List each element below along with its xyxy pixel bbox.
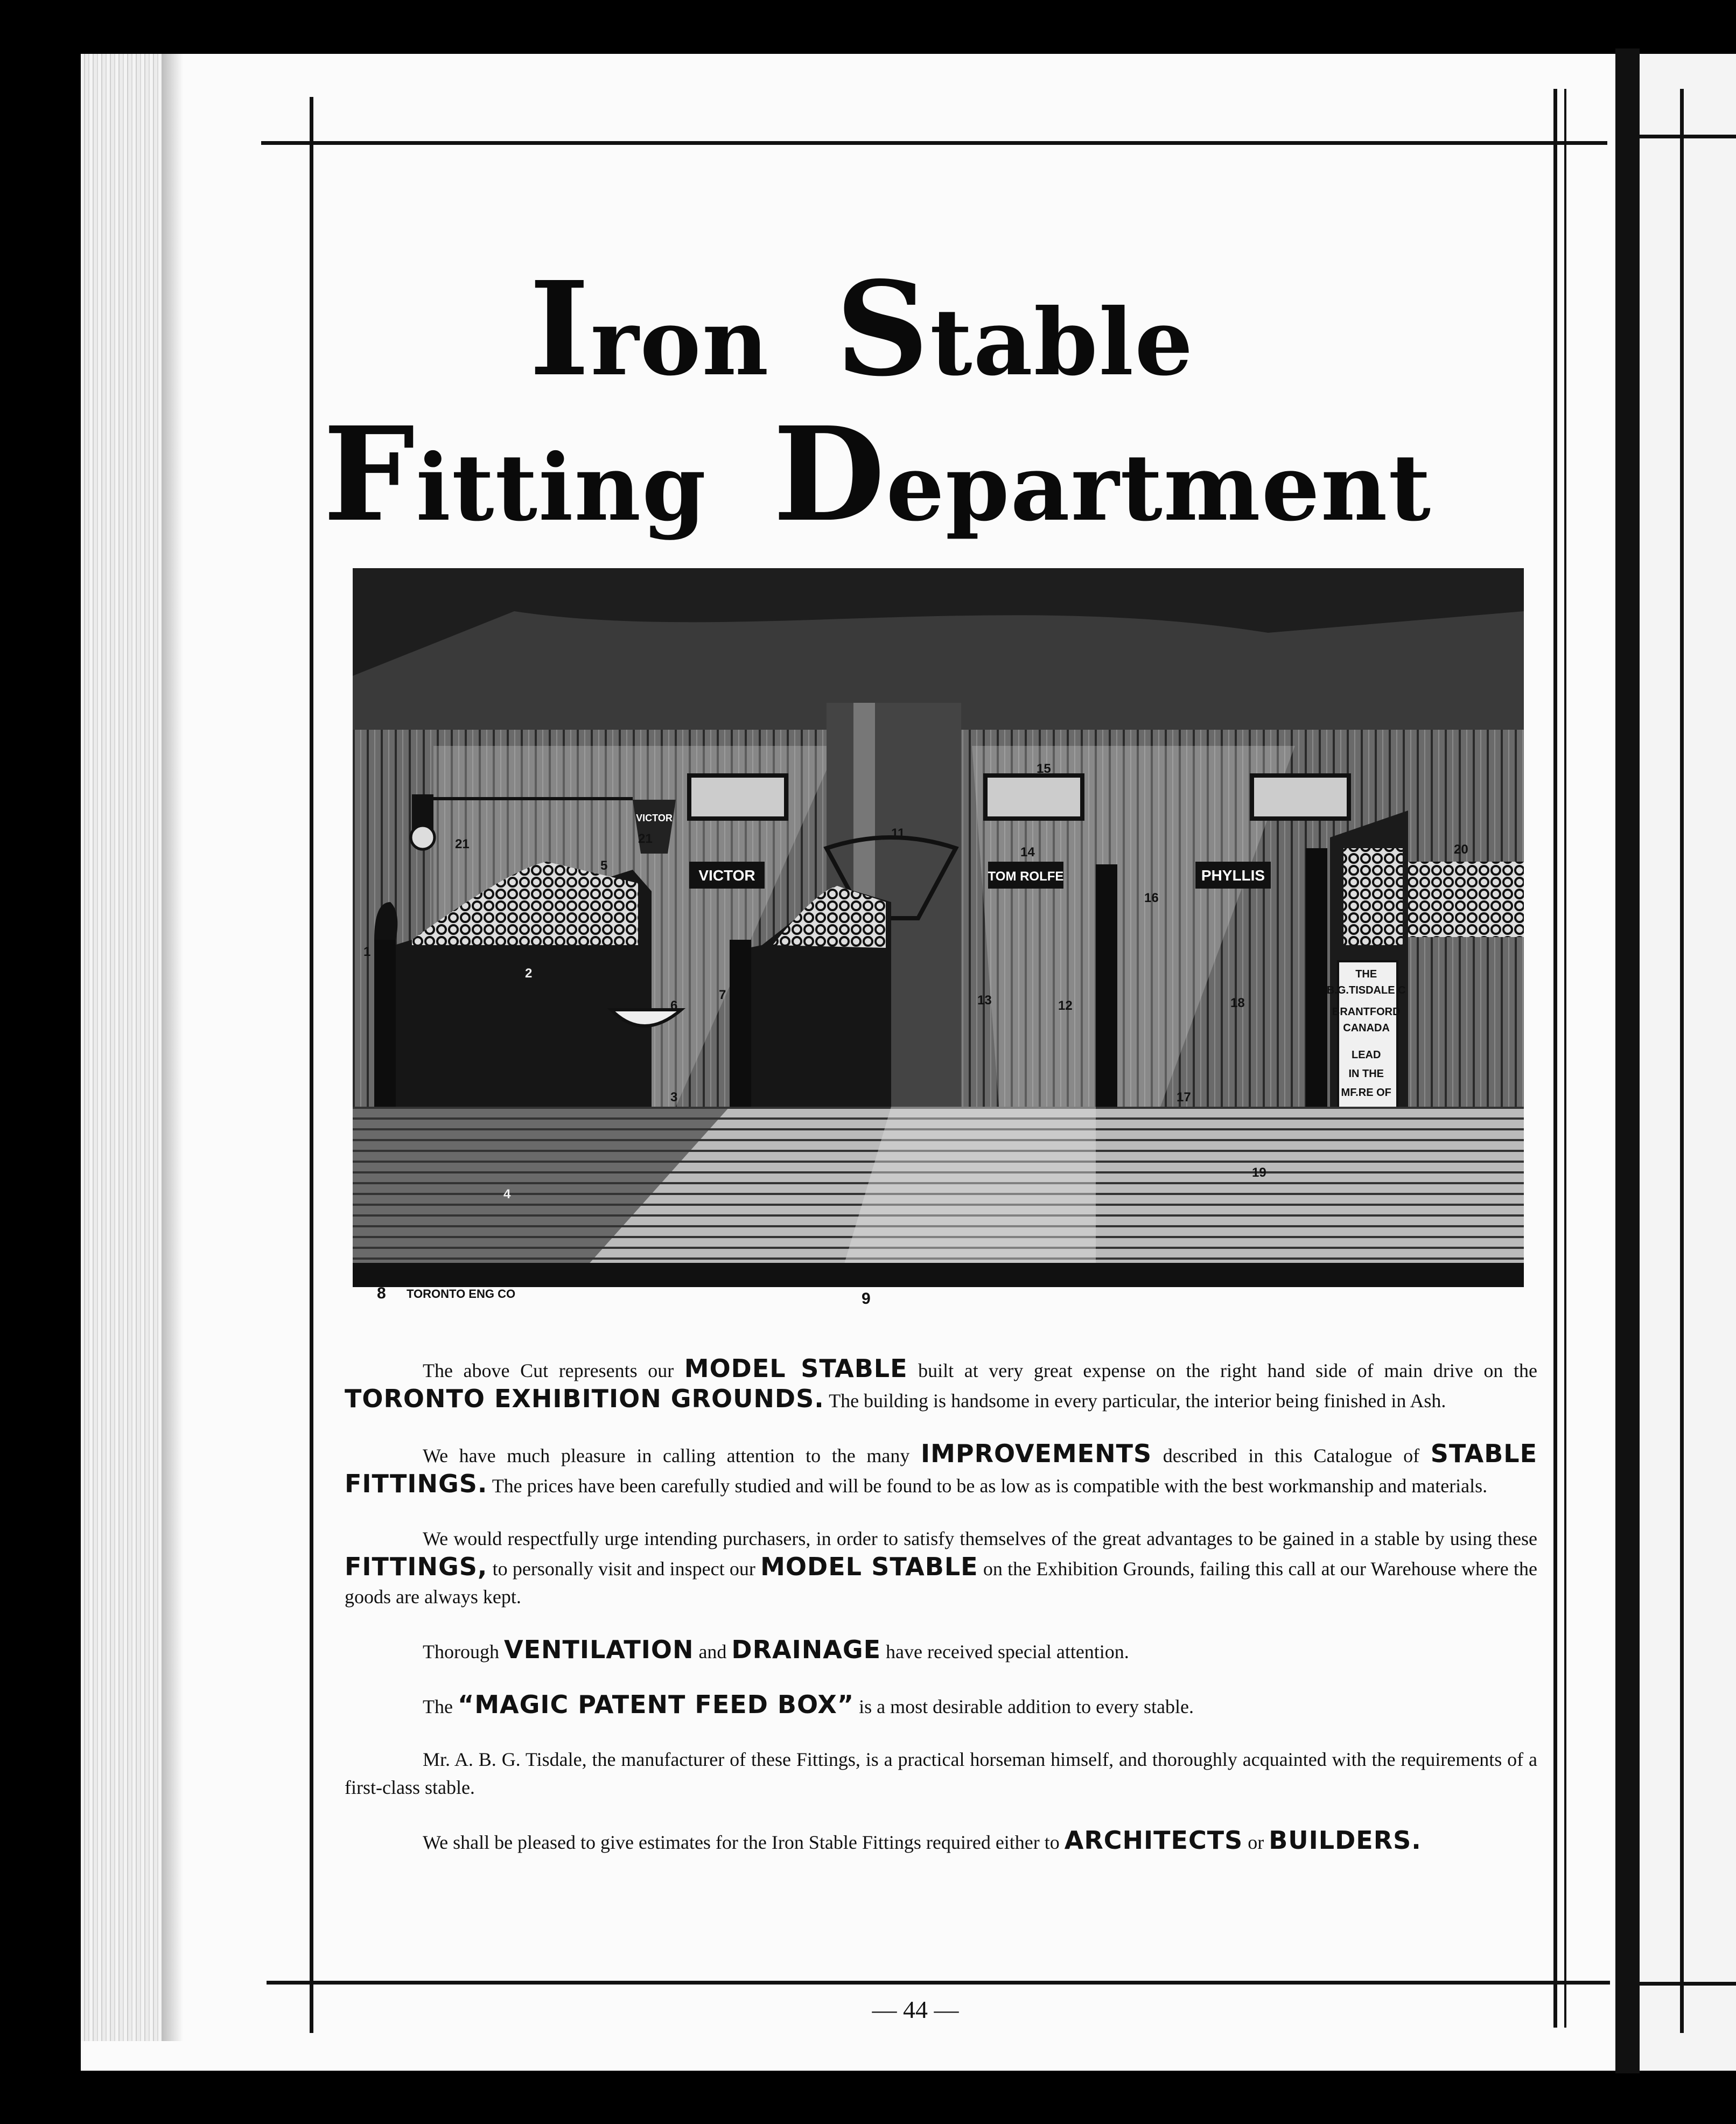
- vent-grille-1: [689, 775, 786, 819]
- frame-bottom-rule: [267, 1981, 1610, 1985]
- title-cap: D: [773, 399, 886, 550]
- text: built at very great expense on the right hand side of main drive on the: [918, 1360, 1537, 1381]
- text: We have much pleasure in calling attention to the many: [423, 1445, 910, 1466]
- engraver-credit: TORONTO ENG CO: [407, 1287, 516, 1301]
- text: The: [423, 1696, 453, 1717]
- frame-left-rule: [310, 97, 313, 2033]
- book-gutter: [1615, 48, 1640, 2073]
- emphasis: ARCHITECTS: [1064, 1826, 1243, 1855]
- text: or: [1248, 1832, 1264, 1853]
- figure-number: 15: [1037, 761, 1051, 776]
- page-title-line-2: [323, 399, 1432, 550]
- bucket-label: VICTOR: [636, 813, 673, 823]
- name-plate-label: VICTOR: [698, 867, 755, 884]
- text: on the Exhibition Grounds, failing this call at our Warehouse where the goods are always kept.: [345, 1558, 1538, 1608]
- door-sign-line: CANADA: [1343, 1022, 1390, 1034]
- title-cap: I: [529, 253, 591, 405]
- floor-gutter: [353, 1263, 1524, 1287]
- figure-number: 4: [503, 1187, 511, 1201]
- title-cap: S: [835, 253, 930, 405]
- emphasis: MODEL STABLE: [760, 1552, 978, 1581]
- text: have received special attention.: [886, 1641, 1129, 1662]
- door-sign-line: BRANTFORD: [1332, 1006, 1401, 1018]
- text: and: [698, 1641, 727, 1662]
- vent-grille-2: [985, 775, 1082, 819]
- paragraph-3: [345, 1525, 1537, 1611]
- figure-number: 5: [600, 858, 608, 873]
- figure-number: 20: [1454, 842, 1468, 857]
- figure-number: 19: [1252, 1165, 1266, 1180]
- figure-number: 16: [1144, 891, 1159, 905]
- text: We would respectfully urge intending purchasers, in order to satisfy themselves of the great advantages to be gained in a stable by using these: [423, 1528, 1537, 1549]
- figure-number: 21: [455, 837, 470, 851]
- text: The building is handsome in every particular, the interior being finished in Ash.: [829, 1390, 1446, 1412]
- text: We shall be pleased to give estimates for the Iron Stable Fittings required either to: [423, 1832, 1060, 1853]
- title-cap: F: [323, 399, 416, 550]
- emphasis: MODEL STABLE: [684, 1354, 908, 1383]
- door-sign-line: MF.RE OF: [1341, 1087, 1391, 1099]
- body-text: [345, 1354, 1537, 1881]
- emphasis: IMPROVEMENTS: [920, 1439, 1152, 1468]
- title-word: table: [930, 289, 1194, 396]
- vent-grille-3: [1252, 775, 1349, 819]
- figure-label-left: 8: [377, 1284, 386, 1302]
- title-word: itting: [416, 434, 708, 542]
- emphasis: BUILDERS.: [1269, 1826, 1422, 1855]
- door-sign-line: B.G.TISDALE C: [1326, 984, 1406, 996]
- emphasis: STABLE FITTINGS.: [345, 1439, 1538, 1498]
- frame-top-rule: [261, 141, 1607, 145]
- text: described in this Catalogue of: [1163, 1445, 1420, 1466]
- paragraph-5: [345, 1690, 1537, 1721]
- door-sign-line: THE: [1355, 968, 1377, 980]
- figure-number: 1: [363, 945, 371, 959]
- figure-number: 14: [1020, 845, 1035, 860]
- right-page-rule: [1680, 89, 1684, 2033]
- paragraph-6: [345, 1745, 1537, 1801]
- page-title-line-1: [323, 253, 1400, 405]
- figure-number: 6: [670, 998, 678, 1013]
- text: The above Cut represents our: [423, 1360, 674, 1381]
- text: to personally visit and inspect our: [492, 1558, 755, 1580]
- adjacent-page: [1640, 54, 1736, 2071]
- right-page-bottom-rule: [1640, 1982, 1736, 1986]
- title-word: epartment: [886, 434, 1432, 542]
- figure-number: 12: [1058, 998, 1073, 1013]
- stable-interior-engraving: [353, 568, 1524, 1287]
- figure-number: 3: [670, 1090, 678, 1105]
- figure-number: 11: [891, 826, 905, 841]
- emphasis: “MAGIC PATENT FEED BOX”: [457, 1690, 855, 1719]
- figure-number: 2: [525, 966, 533, 981]
- emphasis: DRAINAGE: [731, 1635, 881, 1664]
- figure-number: 13: [977, 993, 992, 1008]
- name-plate-label: PHYLLIS: [1201, 867, 1265, 884]
- text: is a most desirable addition to every stable.: [859, 1696, 1194, 1717]
- paragraph-7: [345, 1826, 1537, 1856]
- paragraph-2: [345, 1440, 1537, 1500]
- text: The prices have been carefully studied and will be found to be as low as is compatible with the best workmanship and materials.: [492, 1475, 1488, 1497]
- text: Mr. A. B. G. Tisdale, the manufacturer of these Fittings, is a practical horseman himself, and thoroughly acquainted with the requirements of a first-class stable.: [345, 1749, 1537, 1798]
- frame-right-rule-inner: [1553, 89, 1557, 2028]
- title-word: ron: [590, 289, 770, 396]
- page-edge-shadow: [162, 54, 183, 2041]
- text: Thorough: [423, 1641, 499, 1662]
- right-page-top-rule: [1640, 135, 1736, 138]
- figure-label-center: 9: [862, 1290, 871, 1308]
- figure-number: 17: [1177, 1090, 1191, 1105]
- paragraph-4: [345, 1636, 1537, 1666]
- figure-number: 7: [719, 988, 726, 1002]
- emphasis: FITTINGS,: [345, 1552, 488, 1581]
- frame-right-rule-outer: [1564, 89, 1566, 2028]
- emphasis: VENTILATION: [503, 1635, 694, 1664]
- paragraph-1: [345, 1354, 1537, 1415]
- figure-number: 18: [1230, 996, 1245, 1010]
- door-sign-line: IN THE: [1348, 1068, 1384, 1080]
- figure-number: 21: [638, 832, 653, 846]
- right-wall-lattice: [1408, 862, 1524, 937]
- emphasis: TORONTO EXHIBITION GROUNDS.: [345, 1384, 824, 1413]
- page-number: — 44 —: [872, 1996, 959, 2023]
- name-plate-label: TOM ROLFE: [988, 869, 1064, 884]
- door-sign-line: LEAD: [1351, 1049, 1381, 1061]
- door-lattice: [1343, 848, 1403, 945]
